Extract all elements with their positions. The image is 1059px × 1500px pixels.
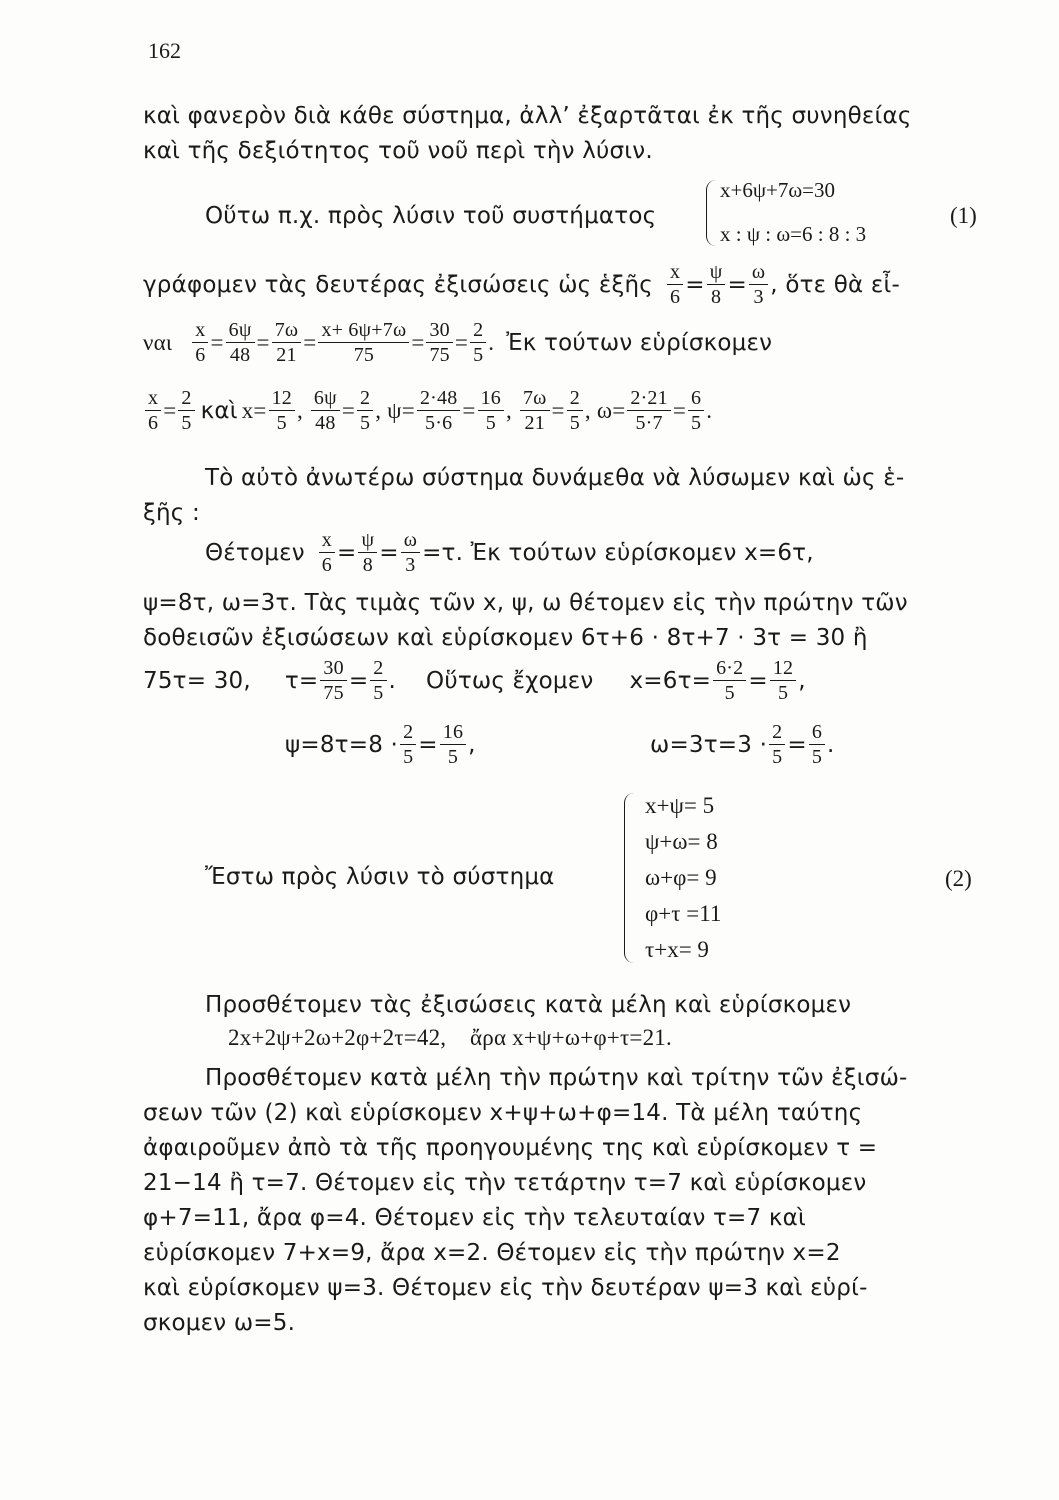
text: γράφομεν τὰς δευτέρας ἐξισώσεις ὡς ἑξῆς bbox=[143, 271, 654, 298]
formula-line: $\frac{x}{6}$ = $\frac{2}{5}$ καὶ x= $\frac{12}{5}$ , $\frac{6\psi}{48}$ = $\frac{2}{5}$ , ψ= $\frac{2\cdot 48}{5\cdot 6}$ = $\frac{16}{5}$ , $\frac{7\omega}{21}$ = $\frac{2}{5}$ , ω= $\frac{2\cdot 21}{5\cdot 7}$ = $\frac{6}{5}$ . bbox=[143, 388, 712, 433]
fraction: $\frac{x}{6}$ bbox=[145, 388, 161, 433]
text-line: ἀφαιροῦμεν ἀπὸ τὰ τῆς προηγουμένης της καὶ εὑρίσκομεν τ = bbox=[143, 1135, 878, 1161]
text-line: ξῆς : bbox=[143, 500, 200, 526]
text-line: Προσθέτομεν τὰς ἐξισώσεις κατὰ μέλη καὶ εὑρίσκομεν bbox=[205, 992, 852, 1018]
fraction: $\frac{2}{5}$ bbox=[400, 722, 416, 767]
fraction: $\frac{12}{5}$ bbox=[770, 658, 796, 703]
fraction: $\frac{12}{5}$ bbox=[269, 388, 295, 433]
equation-number: (1) bbox=[950, 203, 977, 228]
system-equation: τ+x= 9 bbox=[645, 937, 709, 962]
formula-line: ψ=8τ=8 · $\frac{2}{5}$ = $\frac{16}{5}$ , bbox=[285, 721, 476, 768]
system-equation: x+ψ= 5 bbox=[645, 793, 715, 818]
system-equation: x+6ψ+7ω=30 bbox=[720, 178, 835, 202]
fraction: $\frac{x}{6}$ bbox=[192, 320, 208, 365]
text-line: εὑρίσκομεν 7+x=9, ἄρα x=2. Θέτομεν εἰς τὴν πρώτην x=2 bbox=[143, 1240, 841, 1266]
formula-line: 75τ= 30, τ= $\frac{30}{75}$ = $\frac{2}{5}$ . Οὕτως ἔχομεν x=6τ= $\frac{6\cdot 2}{5}$ = $\frac{12}{5}$ , bbox=[143, 657, 806, 704]
fraction: $\frac{\psi}{8}$ bbox=[707, 262, 726, 307]
system-equation: x : ψ : ω=6 : 8 : 3 bbox=[720, 222, 867, 246]
text-line: καὶ φανερὸν διὰ κάθε σύστημα, ἀλλ’ ἐξαρτᾶται ἐκ τῆς συνηθείας bbox=[143, 103, 912, 129]
fraction: $\frac{2\cdot 21}{5\cdot 7}$ bbox=[627, 388, 670, 433]
text-line: δοθεισῶν ἐξισώσεων καὶ εὑρίσκομεν 6τ+6 · 8τ+7 · 3τ = 30 ἢ bbox=[143, 625, 868, 651]
fraction: $\frac{7\omega}{21}$ bbox=[272, 320, 302, 365]
text-line: Προσθέτομεν κατὰ μέλη τὴν πρώτην καὶ τρίτην τῶν ἐξισώ- bbox=[205, 1065, 908, 1091]
fraction: $\frac{6}{5}$ bbox=[809, 722, 825, 767]
text-line: φ+7=11, ἄρα φ=4. Θέτομεν εἰς τὴν τελευταίαν τ=7 καὶ bbox=[143, 1205, 806, 1231]
formula-line: Θέτομεν $\frac{x}{6}$ = $\frac{\psi}{8}$ = $\frac{\omega}{3}$ =τ. Ἐκ τούτων εὑρίσκομεν x=6τ, bbox=[205, 529, 814, 576]
system-intro: Ἔστω πρὸς λύσιν τὸ σύστημα bbox=[205, 864, 555, 890]
text-line: ψ=8τ, ω=3τ. Τὰς τιμὰς τῶν x, ψ, ω θέτομεν εἰς τὴν πρώτην τῶν bbox=[143, 590, 908, 616]
fraction: $\frac{2}{5}$ bbox=[357, 388, 373, 433]
formula-line: γράφομεν τὰς δευτέρας ἐξισώσεις ὡς ἑξῆς $\frac{x}{6}$ = $\frac{\psi}{8}$ = $\frac{\omega}{3}$ , ὅτε θὰ εἶ- bbox=[143, 261, 901, 308]
formula-line: 2x+2ψ+2ω+2φ+2τ=42, ἄρα x+ψ+ω+φ+τ=21. bbox=[228, 1025, 672, 1050]
fraction: $\frac{\omega}{3}$ bbox=[401, 530, 420, 575]
text-line: καὶ εὑρίσκομεν ψ=3. Θέτομεν εἰς τὴν δευτέραν ψ=3 καὶ εὑρί- bbox=[143, 1275, 868, 1301]
fraction: $\frac{7\omega}{21}$ bbox=[520, 388, 550, 433]
fraction: $\frac{30}{75}$ bbox=[426, 320, 452, 365]
fraction: $\frac{x+ 6\psi+7\omega}{75}$ bbox=[318, 320, 409, 365]
system-brace bbox=[624, 793, 635, 963]
page-number: 162 bbox=[148, 38, 181, 63]
fraction: $\frac{\omega}{3}$ bbox=[749, 262, 768, 307]
fraction: $\frac{2}{5}$ bbox=[470, 320, 486, 365]
fraction: $\frac{6\cdot 2}{5}$ bbox=[713, 658, 746, 703]
fraction: $\frac{30}{75}$ bbox=[320, 658, 346, 703]
system-equation: ψ+ω= 8 bbox=[645, 829, 718, 854]
text-line: Τὸ αὐτὸ ἀνωτέρω σύστημα δυνάμεθα νὰ λύσωμεν καὶ ὡς ἑ- bbox=[205, 465, 905, 491]
equation-number: (2) bbox=[945, 866, 972, 891]
formula-line: ναι $\frac{x}{6}$ = $\frac{6\psi}{48}$ = $\frac{7\omega}{21}$ = $\frac{x+ 6\psi+7\omega}{75}$ = $\frac{30}{75}$ = $\frac{2}{5}$ . Ἐκ τούτων εὑρίσκομεν bbox=[143, 319, 773, 366]
fraction: $\frac{6\psi}{48}$ bbox=[311, 388, 340, 433]
fraction: $\frac{\psi}{8}$ bbox=[358, 530, 377, 575]
fraction: $\frac{2}{5}$ bbox=[370, 658, 386, 703]
fraction: $\frac{x}{6}$ bbox=[319, 530, 335, 575]
fraction: $\frac{2}{5}$ bbox=[567, 388, 583, 433]
system-equation: ω+φ= 9 bbox=[645, 865, 717, 890]
fraction: $\frac{2\cdot 48}{5\cdot 6}$ bbox=[417, 388, 460, 433]
fraction: $\frac{16}{5}$ bbox=[440, 722, 466, 767]
fraction: $\frac{6\psi}{48}$ bbox=[226, 320, 255, 365]
text-line: σεων τῶν (2) καὶ εὑρίσκομεν x+ψ+ω+φ=14. Τὰ μέλη ταύτης bbox=[143, 1100, 863, 1126]
system-equation: φ+τ =11 bbox=[645, 901, 722, 926]
text-line: καὶ τῆς δεξιότητος τοῦ νοῦ περὶ τὴν λύσιν. bbox=[143, 138, 653, 164]
system-intro: Οὕτω π.χ. πρὸς λύσιν τοῦ συστήματος bbox=[205, 203, 657, 229]
fraction: $\frac{6}{5}$ bbox=[688, 388, 704, 433]
fraction: $\frac{x}{6}$ bbox=[667, 262, 683, 307]
system-brace bbox=[706, 180, 717, 246]
formula-line: ω=3τ=3 · $\frac{2}{5}$ = $\frac{6}{5}$ . bbox=[650, 721, 835, 768]
fraction: $\frac{2}{5}$ bbox=[769, 722, 785, 767]
text-line: σκομεν ω=5. bbox=[143, 1310, 296, 1336]
text-line: 21−14 ἢ τ=7. Θέτομεν εἰς τὴν τετάρτην τ=7 καὶ εὑρίσκομεν bbox=[143, 1170, 867, 1196]
fraction: $\frac{2}{5}$ bbox=[178, 388, 194, 433]
fraction: $\frac{16}{5}$ bbox=[478, 388, 504, 433]
